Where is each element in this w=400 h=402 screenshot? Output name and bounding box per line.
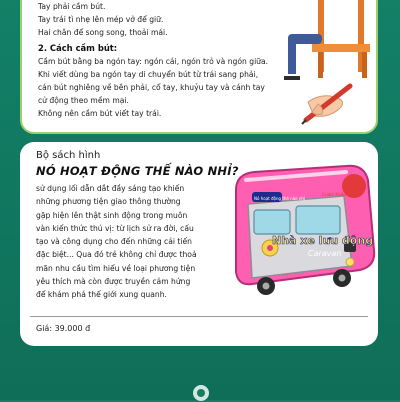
writing-illustration <box>278 0 378 134</box>
book-cover-badge: Nó hoạt động thế nào nhỉ <box>254 196 306 201</box>
book-promo-card <box>20 142 378 346</box>
desc-line: để khám phá thế giới xung quanh. <box>36 290 167 300</box>
line-7: cán bút nghiêng về bên phải, cổ tay, khuỷu tay và cánh tay <box>38 83 265 92</box>
book-cover-title: Nhà xe lưu động <box>272 234 374 247</box>
desc-line: yêu thích mà còn được truyền cảm hứng <box>36 277 191 287</box>
instructions-card <box>20 0 378 134</box>
desc-line: mãn nhu cầu tìm hiểu về loại phương tiện <box>36 263 196 273</box>
line-5: Cầm bút bằng ba ngón tay: ngón cái, ngón trỏ và ngón giữa. <box>38 57 269 66</box>
line-2: Tay phải cầm bút. <box>38 2 106 11</box>
desc-line: đặc biệt... Qua đó trẻ không chỉ được thoả <box>36 250 197 260</box>
line-6: Khi viết dùng ba ngón tay di chuyển bút từ trái sang phải, <box>38 70 259 79</box>
section-heading: 2. Cách cầm bút: <box>38 43 118 53</box>
desc-line: sử dụng lối dẫn dắt đầy sáng tạo khiến <box>36 184 185 193</box>
desc-line: vàn kiến thức thú vị: từ lịch sử ra đời, cấu <box>36 223 194 233</box>
series-description <box>36 182 226 302</box>
desc-line: tạo và công dụng cho đến những cải tiến <box>36 237 192 247</box>
emblem-icon <box>192 384 210 402</box>
line-8: cử động theo mềm mại. <box>38 96 129 105</box>
series-title: NÓ HOẠT ĐỘNG THẾ NÀO NHỈ? <box>36 164 239 178</box>
price-divider <box>30 316 368 317</box>
line-3: Tay trái tì nhẹ lên mép vở để giữ. <box>38 15 164 24</box>
book-price: Giá: 39.000 đ <box>36 324 91 333</box>
book-cover-brand: Crabit Kidbooks <box>322 192 354 197</box>
line-9: Không nên cầm bút viết tay trái. <box>38 109 162 118</box>
line-4: Hai chân để song song, thoải mái. <box>38 28 168 37</box>
book-cover-subtitle: Caravan <box>308 249 342 258</box>
caravan-book-cover <box>226 162 376 302</box>
desc-line: những phương tiện giao thông thường <box>36 197 181 207</box>
series-pretitle: Bộ sách hình <box>36 150 101 161</box>
desc-line: gặp hiện lên thật sinh động trong muôn <box>36 210 188 220</box>
